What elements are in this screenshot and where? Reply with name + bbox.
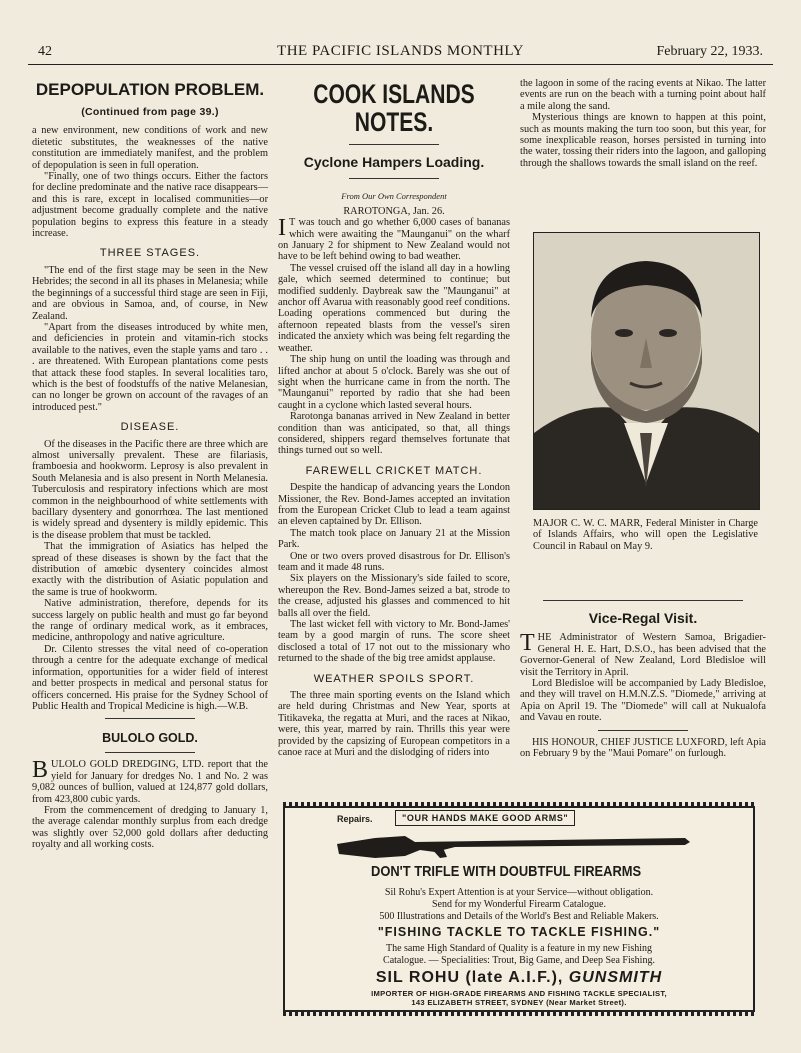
drop-cap: T: [520, 630, 535, 657]
paragraph: The three main sporting events on the Island which are held during Christmas and New Year, sports at Titikaveka, the regatta at Muri, and the races at Nikao, were, this year, marred by rain. Thrills this year were provided by the capsizing of European competitors in a canoe race at Muri and the dislodging of riders into: [278, 690, 510, 759]
divider: [543, 600, 743, 601]
paragraph: the lagoon in some of the racing events at Nikao. The latter events are run on the beach with a turning point about half a mile along the sand.: [520, 78, 766, 112]
ad-headline: DON'T TRIFLE WITH DOUBTFUL FIREARMS: [371, 863, 642, 880]
divider: [349, 144, 439, 145]
subheading-three-stages: THREE STAGES.: [99, 247, 201, 260]
paragraph: The vessel cruised off the island all day in a howling gale, which seemed determined to continue; but modified suddenly. Daybreak saw the "Maunganui" at anchor off Avarua with reasonably good reef conditions. Loading operations commenced but during the afternoon repeated blasts from the vessel's siren indicated the anxiety which was being felt regarding the weather.: [278, 262, 510, 354]
publication-title: THE PACIFIC ISLANDS MONTHLY: [277, 43, 524, 59]
cook-islands-title: COOK ISLANDS NOTES.: [313, 79, 475, 137]
ad-address: 143 ELIZABETH STREET, SYDNEY (Near Market Street).: [411, 998, 627, 1007]
ad-repairs: Repairs.: [337, 814, 373, 824]
page-number: 42: [38, 44, 52, 59]
subheading-weather-spoils: WEATHER SPOILS SPORT.: [313, 672, 475, 685]
paragraph: Native administration, therefore, depends for its success largely on public health and must go far beyond the range of ordinary medical work, as it embraces, medicine, anthropology and native agriculture.: [32, 598, 268, 644]
drop-cap: I: [278, 215, 286, 242]
paragraph-text: T was touch and go whether 6,000 cases of bananas which were awaiting the "Maunganui" on the wharf on January 2 for shipment to New Zealand would not have to be left behind owing to bad weather.: [278, 217, 510, 263]
rifle-icon: [335, 830, 695, 860]
paragraph: HIS HONOUR, CHIEF JUSTICE LUXFORD, left Apia on February 9 by the "Maui Pomare" on furlough.: [520, 736, 766, 760]
paragraph: [520, 632, 766, 678]
paragraph: "Finally, one of two things occurs. Either the factors for decline predominate and the native race disappears—and this is rare, except in localised communities—or adjustment become gradually complete and the native population begins to express this feature in a steady increase.: [32, 171, 268, 240]
paragraph: The last wicket fell with victory to Mr. Bond-James' team by a good margin of runs. The score sheet disclosed a total of 17 not out to the missionary who returned to the shade of the big tree amidst applause.: [278, 619, 510, 665]
correspondent-line: From Our Own Correspondent: [341, 191, 447, 202]
column-1: [32, 78, 268, 851]
paragraph: From the commencement of dredging to January 1, the average calendar monthly surplus from each dredge was slightly over 52,000 gold dollars after deducting royalty and all working costs.: [32, 804, 268, 851]
paragraph: Of the diseases in the Pacific there are three which are almost universally prevalent. These are filariasis, framboesia and hookworm. Leprosy is also prevalent in South Melanesia and is also present in North Melanesia. Tuberculosis and respiratory infections which are most common in the neighbourhood of white settlements with bacillary dysentery and gonorrhœa. The last mentioned is widely spread and dysentery is mildly epidemic. This is the disease problem that must be tackled.: [32, 438, 268, 541]
paragraph: The ship hung on until the loading was through and lifted anchor at about 5 o'clock. Barely was she out of sight when the hurricane came in from the north. The "Maunganui" reported by radio that she had been caught in a cyclone which lasted several hours.: [278, 354, 510, 411]
ad-tagline: "OUR HANDS MAKE GOOD ARMS": [395, 810, 575, 826]
header-rule: [28, 64, 773, 65]
paragraph: Mysterious things are known to happen at this point, such as mounts making the turn too soon, but this year, for some inexplicable reason, horses persisted in turning into the water, tossing their riders into the lagoon, and galloping through the shallows towards the small island on the reef.: [520, 112, 766, 169]
divider: [105, 752, 195, 753]
cyclone-subtitle: Cyclone Hampers Loading.: [303, 154, 485, 170]
photo-caption: MAJOR C. W. C. MARR, Federal Minister in Charge of Islands Affairs, who will open the Legislative Council in Rabaul on May 9.: [533, 518, 758, 552]
ad-importer: IMPORTER OF HIGH-GRADE FIREARMS AND FISHING TACKLE SPECIALIST,: [371, 989, 667, 998]
paragraph: a new environment, new conditions of work and new dietetic substitutes, the weaknesses of the native constitution are immediately manifest, and the problem of depopulation is seen in full operation.: [32, 125, 268, 171]
paragraph: "Apart from the diseases introduced by white men, and deficiencies in protein and vitamin-rich stocks available to the natives, even the staple yams and taro . . . are threatened. With European plantations come pests that attack these food staples. In several localities taro, which is the best of foodstuffs of the native Melanesian, can no longer be grown on account of the ravages of an introduced pest.": [32, 321, 268, 413]
ad-name: SIL ROHU (late A.I.F.),: [375, 969, 564, 986]
page-header: [20, 42, 781, 64]
paragraph-text: ULOLO GOLD DREDGING, LTD. report that the yield for January for dredges No. 1 and No. 2 was 9,082 ounces of bullion, valued at 124,877 gold dollars, from 423,800 cubic yards.: [32, 759, 268, 805]
vice-regal-article: [520, 600, 766, 759]
firearms-advertisement: [283, 806, 755, 1012]
column-2: [278, 78, 510, 759]
divider: [349, 178, 439, 179]
dateline: RAROTONGA, Jan. 26.: [343, 205, 445, 217]
ad-line-1: Sil Rohu's Expert Attention is at your Service—without obligation.: [384, 887, 654, 898]
paragraph: That the immigration of Asiatics has helped the spread of these diseases is shown by the fact that the distribution of amœbic dysentery coincides almost exactly with the distribution of Asiatic population and the same is true of hookworm.: [32, 541, 268, 598]
paragraph: Rarotonga bananas arrived in New Zealand in better condition than was anticipated, so that, all things considered, shippers regard themselves fortunate that things turned out so well.: [278, 411, 510, 457]
divider: [598, 730, 688, 731]
divider: [105, 718, 195, 719]
ad-trade: GUNSMITH: [568, 969, 663, 986]
continued-note: (Continued from page 39.): [81, 106, 219, 118]
bulolo-title: BULOLO GOLD.: [102, 731, 198, 746]
paragraph: "The end of the first stage may be seen in the New Hebrides; the second in all its phases in Melanesia; while the beginnings of a successful third stage are seen in Fiji, and are obvious in Samoa, and, of course, in New Zealand.: [32, 264, 268, 322]
issue-date: February 22, 1933.: [656, 44, 763, 59]
paragraph: [32, 759, 268, 805]
ad-border-bottom: [283, 1010, 755, 1016]
paragraph: [278, 217, 510, 263]
paragraph: Six players on the Missionary's side failed to score, whereupon the Rev. Bond-James seized a bat, strode to the crease, adjusted his glasses and commenced to hit balls all over the field.: [278, 573, 510, 619]
ad-line-3: 500 Illustrations and Details of the World's Best and Reliable Makers.: [379, 911, 659, 922]
portrait-illustration: [534, 233, 759, 509]
depopulation-title: DEPOPULATION PROBLEM.: [35, 80, 265, 99]
ad-line-2: Send for my Wonderful Firearm Catalogue.: [432, 899, 606, 910]
ad-line-4: The same High Standard of Quality is a feature in my new Fishing: [385, 943, 653, 954]
subheading-disease: DISEASE.: [120, 421, 180, 434]
drop-cap: B: [32, 757, 49, 784]
paragraph: Lord Bledisloe will be accompanied by Lady Bledisloe, and they will travel on H.M.N.Z.S. "Diomede," arriving at Apia on April 19. The "Diomede" will call at Nukualofa and Vavau en route.: [520, 678, 766, 724]
ad-fishing-slogan: "FISHING TACKLE TO TACKLE FISHING.": [377, 925, 661, 939]
paragraph: One or two overs proved disastrous for Dr. Ellison's team and it made 48 runs.: [278, 550, 510, 573]
ad-border-top: [283, 802, 755, 808]
paragraph: Despite the handicap of advancing years the London Missioner, the Rev. Bond-James accepted an invitation from the European Cricket Club to lead a team against an eleven captained by Dr. Ellison.: [278, 482, 510, 528]
paragraph: The match took place on January 21 at the Mission Park.: [278, 527, 510, 551]
paragraph-text: HE Administrator of Western Samoa, Brigadier-General H. E. Hart, D.S.O., has been advised that the Governor-General of New Zealand, Lord Bledisloe will visit the Territory in April.: [520, 632, 766, 678]
vice-regal-title: Vice-Regal Visit.: [588, 610, 698, 626]
ad-line-5: Catalogue. — Specialities: Trout, Big Game, and Deep Sea Fishing.: [383, 955, 655, 966]
paragraph: Dr. Cilento stresses the vital need of co-operation through a centre for the adequate exchange of medical information, opportunities for a wider field of interest and better prospects in medical and personal status for officers concerned. His praise for the Sydney School of Public Health and Tropical Medicine is high.—W.B.: [32, 643, 268, 712]
ad-business-name: [285, 969, 753, 987]
column-3: [520, 78, 766, 169]
portrait-photo: [533, 232, 760, 510]
subheading-farewell-cricket: FAREWELL CRICKET MATCH.: [305, 464, 483, 477]
